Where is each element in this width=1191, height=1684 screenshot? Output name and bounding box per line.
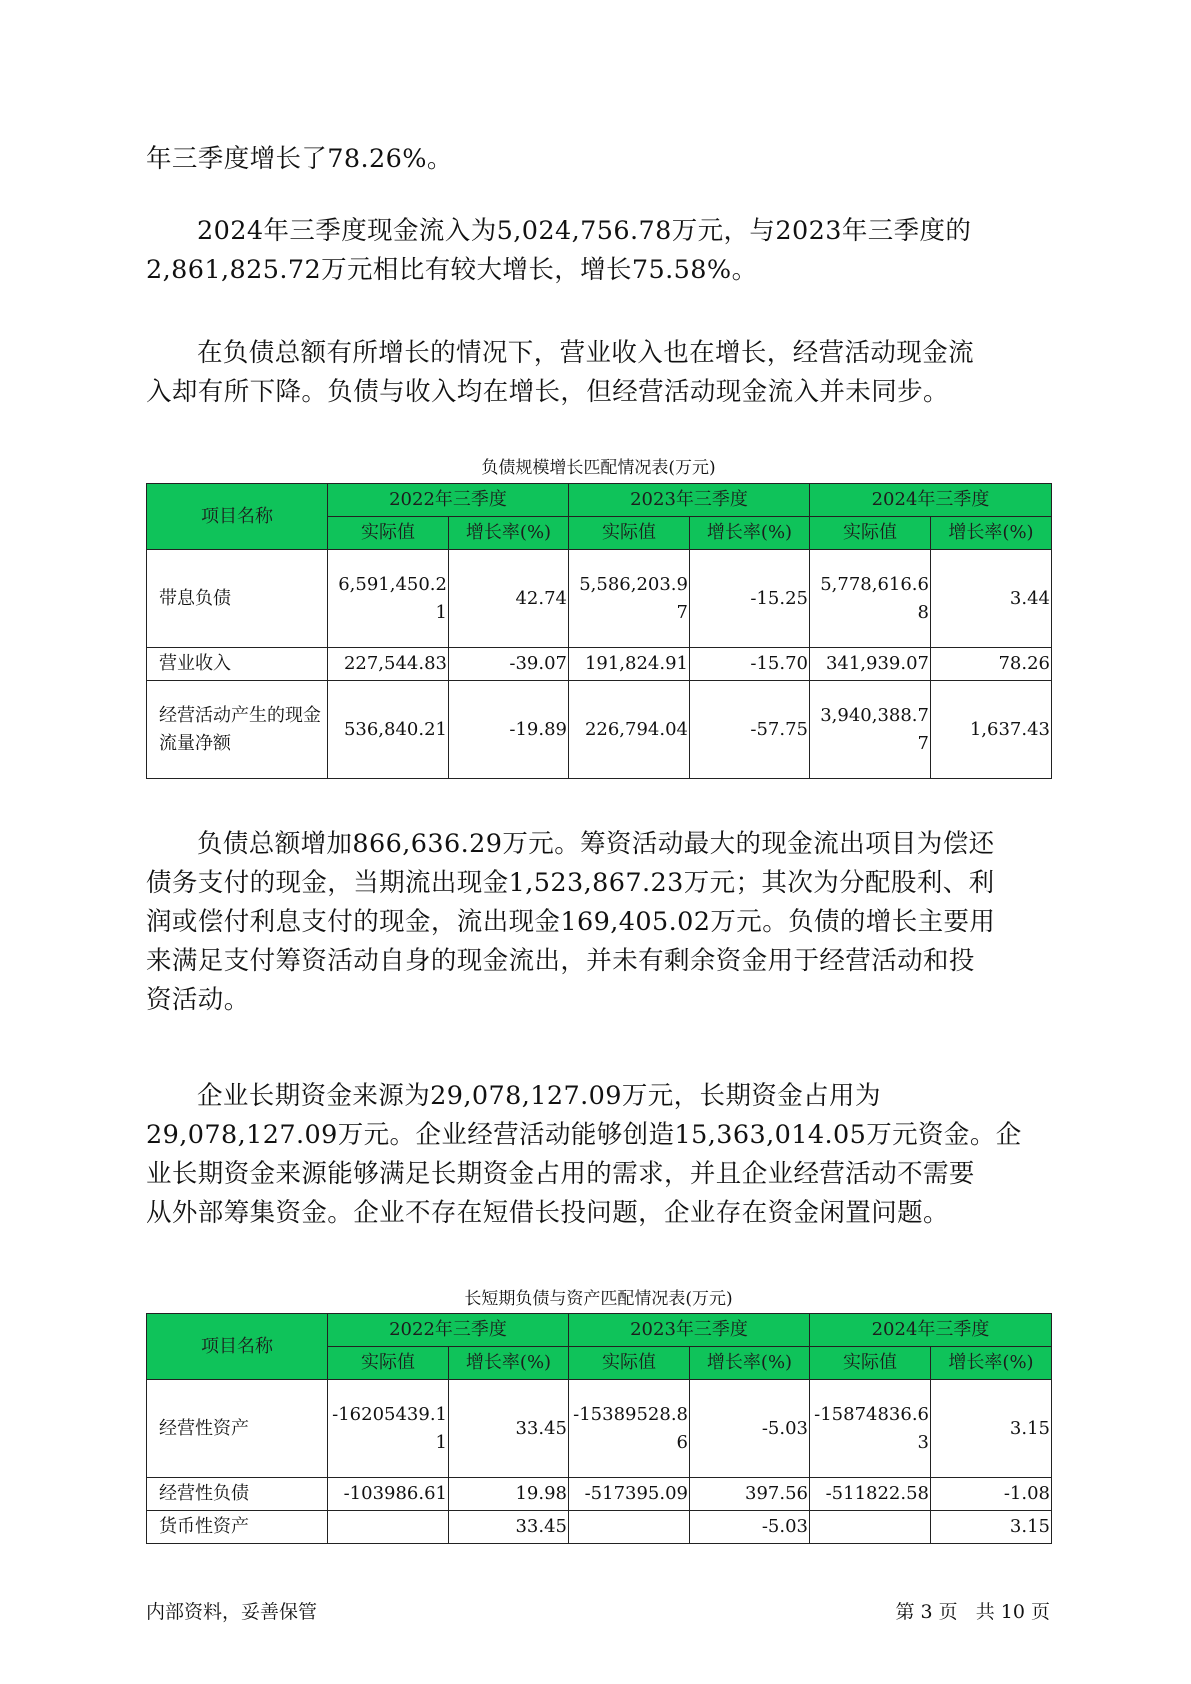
table-cell: 226,794.04 (569, 681, 690, 779)
table-1-subheader-rate: 增长率(%) (449, 517, 569, 550)
table-cell: 3.15 (931, 1511, 1052, 1544)
table-2-subheader-value: 实际值 (328, 1347, 449, 1380)
table-row (147, 648, 1052, 681)
paragraph-3-line-2: 入却有所下降。负债与收入均在增长，但经营活动现金流入并未同步。 (146, 377, 949, 407)
table-cell: 42.74 (449, 550, 569, 648)
paragraph-5 (146, 1077, 1046, 1233)
row-label: 经营性负债 (147, 1478, 328, 1511)
paragraph-4-line-3: 润或偿付利息支付的现金，流出现金169,405.02万元。负债的增长主要用 (146, 907, 996, 937)
paragraph-4-line-2: 债务支付的现金，当期流出现金1,523,867.23万元；其次为分配股利、利 (146, 868, 995, 898)
table-2-subheader-value: 实际值 (569, 1347, 690, 1380)
table-cell: 33.45 (449, 1511, 569, 1544)
table-cell: -5.03 (690, 1511, 810, 1544)
table-cell: -16205439.11 (328, 1380, 449, 1478)
table-cell: -5.03 (690, 1380, 810, 1478)
table-2-header-period-2023: 2023年三季度 (569, 1314, 810, 1347)
table-cell: 191,824.91 (569, 648, 690, 681)
table-cell: -511822.58 (810, 1478, 931, 1511)
table-cell: 3.44 (931, 550, 1052, 648)
table-cell: -103986.61 (328, 1478, 449, 1511)
table-cell (810, 1511, 931, 1544)
row-label: 经营活动产生的现金流量净额 (147, 681, 328, 779)
paragraph-5-line-4: 从外部筹集资金。企业不存在短借长投问题，企业存在资金闲置问题。 (146, 1198, 949, 1228)
table-2-caption: 长短期负债与资产匹配情况表(万元) (464, 1289, 733, 1309)
table-2-subheader-value: 实际值 (810, 1347, 931, 1380)
table-2-subheader-rate: 增长率(%) (449, 1347, 569, 1380)
table-1-subheader-value: 实际值 (328, 517, 449, 550)
row-label: 带息负债 (147, 550, 328, 648)
table-cell: 19.98 (449, 1478, 569, 1511)
table-cell: 3.15 (931, 1380, 1052, 1478)
table-1-caption: 负债规模增长匹配情况表(万元) (481, 458, 716, 478)
table-cell: -19.89 (449, 681, 569, 779)
paragraph-2 (146, 212, 1046, 290)
table-cell: 397.56 (690, 1478, 810, 1511)
table-cell: 1,637.43 (931, 681, 1052, 779)
row-label: 营业收入 (147, 648, 328, 681)
table-cell: -15874836.63 (810, 1380, 931, 1478)
table-cell: -57.75 (690, 681, 810, 779)
table-cell: -1.08 (931, 1478, 1052, 1511)
table-cell: 3,940,388.77 (810, 681, 931, 779)
footer-page-number: 第 3 页 共 10 页 (895, 1601, 1050, 1623)
paragraph-2-line-2: 2,861,825.72万元相比有较大增长，增长75.58%。 (146, 255, 758, 285)
paragraph-5-line-2: 29,078,127.09万元。企业经营活动能够创造15,363,014.05万元资金。企 (146, 1120, 1022, 1150)
table-1 (146, 483, 1052, 779)
table-2 (146, 1313, 1052, 1544)
paragraph-4-line-1: 负债总额增加866,636.29万元。筹资活动最大的现金流出项目为偿还 (197, 829, 995, 859)
paragraph-4-line-5: 资活动。 (146, 985, 250, 1015)
table-1-subheader-value: 实际值 (810, 517, 931, 550)
table-cell (569, 1511, 690, 1544)
paragraph-2-line-1: 2024年三季度现金流入为5,024,756.78万元，与2023年三季度的 (197, 216, 972, 246)
paragraph-1-line-1: 年三季度增长了78.26%。 (146, 144, 453, 174)
table-2-subheader-rate: 增长率(%) (931, 1347, 1052, 1380)
table-cell (328, 1511, 449, 1544)
table-row (147, 550, 1052, 648)
table-cell: 5,778,616.68 (810, 550, 931, 648)
table-1-subheader-rate: 增长率(%) (931, 517, 1052, 550)
table-cell: 5,586,203.97 (569, 550, 690, 648)
table-1-header-period-2022: 2022年三季度 (328, 484, 569, 517)
table-cell: -15389528.86 (569, 1380, 690, 1478)
table-1-header-period-2023: 2023年三季度 (569, 484, 810, 517)
table-cell: -15.25 (690, 550, 810, 648)
table-2-header-name: 项目名称 (147, 1314, 328, 1380)
paragraph-4 (146, 825, 1046, 1020)
table-cell: 341,939.07 (810, 648, 931, 681)
paragraph-4-line-4: 来满足支付筹资活动自身的现金流出，并未有剩余资金用于经营活动和投 (146, 946, 975, 976)
table-2-header-period-2024: 2024年三季度 (810, 1314, 1052, 1347)
row-label: 经营性资产 (147, 1380, 328, 1478)
table-cell: -517395.09 (569, 1478, 690, 1511)
paragraph-1 (146, 140, 1046, 179)
paragraph-3-line-1: 在负债总额有所增长的情况下，营业收入也在增长，经营活动现金流 (197, 338, 975, 368)
table-cell: -39.07 (449, 648, 569, 681)
table-cell: 33.45 (449, 1380, 569, 1478)
table-1-header-name: 项目名称 (147, 484, 328, 550)
table-1-subheader-rate: 增长率(%) (690, 517, 810, 550)
paragraph-5-line-3: 业长期资金来源能够满足长期资金占用的需求，并且企业经营活动不需要 (146, 1159, 975, 1189)
table-cell: 78.26 (931, 648, 1052, 681)
table-1-header-period-2024: 2024年三季度 (810, 484, 1052, 517)
table-row (147, 1380, 1052, 1478)
table-cell: 6,591,450.21 (328, 550, 449, 648)
table-cell: -15.70 (690, 648, 810, 681)
paragraph-5-line-1: 企业长期资金来源为29,078,127.09万元，长期资金占用为 (197, 1081, 881, 1111)
table-2-header-period-2022: 2022年三季度 (328, 1314, 569, 1347)
row-label: 货币性资产 (147, 1511, 328, 1544)
footer-left-note: 内部资料，妥善保管 (146, 1601, 318, 1623)
table-row (147, 1478, 1052, 1511)
table-row (147, 1511, 1052, 1544)
table-1-subheader-value: 实际值 (569, 517, 690, 550)
table-cell: 536,840.21 (328, 681, 449, 779)
table-row (147, 681, 1052, 779)
table-cell: 227,544.83 (328, 648, 449, 681)
table-2-subheader-rate: 增长率(%) (690, 1347, 810, 1380)
paragraph-3 (146, 334, 1046, 412)
